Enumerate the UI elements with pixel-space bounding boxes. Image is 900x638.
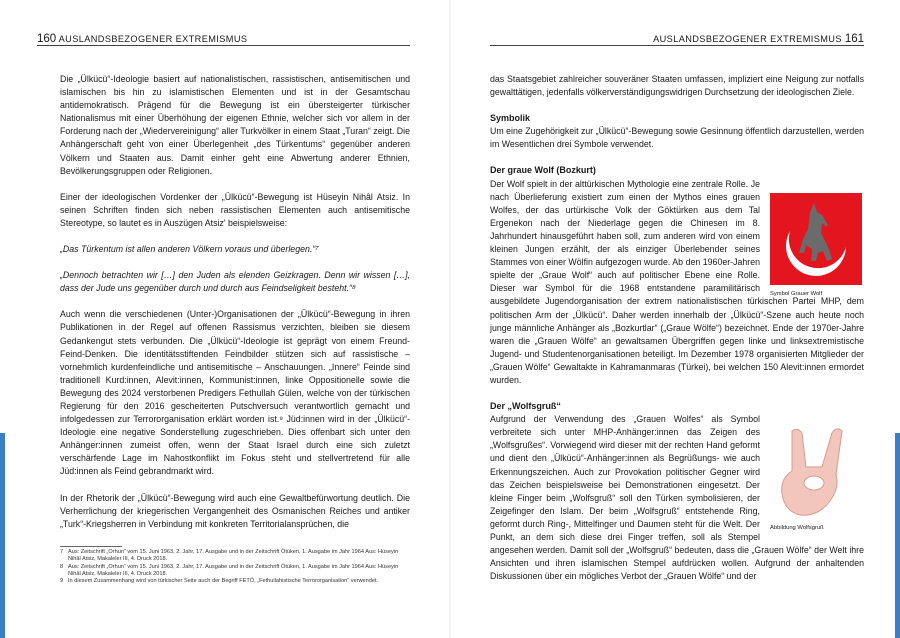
footnote: 9 In diesem Zusammenhang wird von türkischer Seite auch der Begriff FETÖ, „Fethullahistische Terrororganisation“ verwendet. (60, 578, 379, 585)
paragraph: In der Rhetorik der „Ülkücü“-Bewegung wird auch eine Gewaltbefürwortung deutlich. Die Verherrlichung der kriegerischen Vergangenheit des Osmanischen Reiches und antiker „Turk“-Kriegsherren in Verbindung mit konkreten Territorialansprüchen, die (60, 492, 410, 529)
right-page-number: 161 (844, 33, 864, 45)
left-edge-marker (0, 433, 5, 638)
right-edge-marker (895, 433, 900, 638)
footnote: 7 Aus: Zeitschrift „Orhun“ vom 15. Juni 1963, 2. Jahr, 17. Ausgabe und in der Zeitschrift Ötüken, 1. Ausgabe im Jahr 1964 Aus: Hüseyin Nihâl Atsiz, Makaleler III, 4. Druck 2018. (60, 549, 399, 563)
footnotes (60, 546, 410, 585)
quote: „Dennoch betrachten wir […] den Juden als elenden Geizkragen. Denn wir wissen […], dass der Jude uns gegenüber durch und durch aus Feindseligkeit besteht.“⁸ (60, 270, 410, 294)
grey-wolf-symbol-image (770, 193, 862, 285)
left-header-title: AUSLANDSBEZOGENER EXTREMISMUS (58, 34, 248, 44)
section-heading: Symbolik (490, 113, 531, 124)
paragraph: Aufgrund der Verwendung des „Grauen Wolfes“ als Symbol verbreitete sich unter MHP-Anhänger:innen das Zeigen des „Wolfsgrußes“. Vorwiegend wird dieser mit der rechten Hand geformt und dient den „Ülkücü“-Anhänger:innen als Begrüßungs- wie auch Erkennungszeichen. Auch zur Provokation politischer Gegner wird das Zeichen beispielsweise bei Demonstrationen eingesetzt. Der kleine Finger beim „Wolfsgruß“ soll den Türken symbolisieren, der Zeigefinger den Islam. Der beim „Wolfsgruß“ entstehende Ring, geformt durch Ring-, Mittelfinger und Daumen steht für die Welt. Der Punkt, an dem sich diese drei Finger treffen, soll als Stempel angesehen werden. Damit soll der „Wolfsgruß“ bedeuten, dass die „Grauen Wölfe“ der Welt ihre Ansichten und ihren islamischen Stempel aufdrücken wollen. Aufgrund der anhaltenden Diskussionen über ein mögliches Verbot der „Grauen Wölfe“ und der (490, 414, 864, 582)
left-page-number: 160 (37, 33, 57, 45)
quote: „Das Türkentum ist allen anderen Völkern voraus und überlegen.“⁷ (60, 244, 319, 255)
footnote: 8 Aus: Zeitschrift „Orhun“ vom 15. Juni 1963, 2. Jahr, 17. Ausgabe und in der Zeitschrift Ötüken, 1. Ausgabe im Jahr 1964 Aus: Hüseyin Nihâl Atsiz, Makaleler III, 4. Druck 2018. (60, 563, 399, 577)
wolf-salute-image (770, 423, 862, 521)
left-running-header (37, 33, 247, 45)
right-header-rule (490, 45, 864, 46)
right-running-header (653, 33, 864, 45)
figure-caption: Abbildung Wolfsgruß (770, 525, 824, 531)
figure-caption: Symbol Grauer Wolf (770, 291, 823, 297)
section-heading: Der „Wolfsgruß“ (490, 401, 561, 412)
paragraph: Die „Ülkücü“-Ideologie basiert auf nationalistischen, rassistischen, antisemitischen und islamischen bis hin zu islamistischen Elementen und ist in der Gesamtschau antidemokratisch. Prägend für die Bewegung ist ein übersteigerter türkischer Nationalismus mit einer Überhöhung der eigenen Ethnie, welcher sich vor allem in der Forderung nach der „Wiedervereinigung“ aller Turkvölker in einem Staat „Turan“ zeigt. Die Anhängerschaft geht von einer Überlegenheit „des Türkentums“ gegenüber anderen Völkern und Staaten aus. Damit einher geht eine Abwertung anderer Ethnien, Bevölkerungsgruppen oder Religionen. (60, 74, 410, 176)
section-heading: Der graue Wolf (Bozkurt) (490, 165, 596, 176)
footnote-rule (60, 546, 122, 547)
paragraph: Auch wenn die verschiedenen (Unter-)Organisationen der „Ülkücü“-Bewegung in ihren Publikationen in der Regel auf offenen Rassismus verzichten, bleiben sie diesem Gedankengut stets verbunden. Die „Ülkücü“-Ideologie ist geprägt von einem Freund-Feind-Denken. Die identitätsstiftenden Feindbilder stützen sich auf rassistische – vornehmlich kurdenfeindliche und antisemitische – Anschauungen. „Innere“ Feinde sind traditionell Kurd:innen, Alevit:innen, Kommunist:innen, linke Oppositionelle sowie die Bewegung des 2024 verstorbenen Predigers Fethullah Gülen, welche von der türkischen Regierung für den 2016 gescheiterten Putschversuch verantwortlich gemacht und infolgedessen zur Terrororganisation erklärt worden ist.⁹ Jüd:innen wird in der „Ülkücü“-Ideologie eine negative Sonderstellung zugeschrieben. Dies offenbart sich unter den Anhänger:innen zumeist offen, wenn der Staat Israel durch eine sich zuletzt verschärfende Lage im Nahostkonflikt im Fokus steht und stellvertretend für alle Jüd:innen als Feind gebrandmarkt wird. (60, 309, 410, 477)
left-header-rule (37, 45, 410, 46)
right-page (450, 0, 900, 638)
left-body (60, 73, 410, 544)
paragraph: Der Wolf spielt in der alttürkischen Mythologie eine zentrale Rolle. Je nach Überlieferung existiert zum einen der Mythos eines grauen Wolfes, der das urtürkische Volk der Göktürken aus dem Tal Ergenekon nach der Niederlage gegen die Chinesen im 8. Jahrhundert hinausgeführt haben soll, zum anderen wird von einem kleinen Jungen erzählt, der als einziger Überlebender seines Stammes von einer Wölfin aufgezogen wurde. Ab den 1960er-Jahren spielte der „Graue Wolf“ auch auf politischer Ebene eine Rolle. Dieser war Symbol für die 1968 entstandene paramilitärisch ausgebildete Jugendorganisation der extrem nationalistischen türkischen Partei MHP, dem politischen Arm der „Ülkücü“. Daher werden innerhalb der „Ülkücü“-Szene auch heute noch junge männliche Anhänger als „Bozkurtlar“ („Graue Wölfe“) bezeichnet. Ende der 1970er-Jahre waren die „Grauen Wölfe“ an gewaltsamen Übergriffen gegen linke und linksextremistische Jugend- und Studentenorganisationen beteiligt. Im Dezember 1978 organisierten Mitglieder der „Grauen Wölfe“ Gewaltakte in Kahramanmaras (Türkei), bei welchen 150 Alevit:innen ermordet wurden. (490, 178, 864, 385)
paragraph: Um eine Zugehörigkeit zur „Ülkücü“-Bewegung sowie Gesinnung öffentlich darzustellen, werden im Wesentlichen drei Symbole verwendet. (490, 126, 864, 150)
right-header-title: AUSLANDSBEZOGENER EXTREMISMUS (653, 34, 842, 44)
paragraph: Einer der ideologischen Vordenker der „Ülkücü“-Bewegung ist Hüseyin Nihâl Atsiz. In seinen Schriften finden sich neben rassistischen Elementen auch antisemitische Stereotype, so lautet es in Auszügen Atsiz' beispielsweise: (60, 191, 410, 228)
paragraph: das Staatsgebiet zahlreicher souveräner Staaten umfassen, impliziert eine Neigung zur notfalls gewalttätigen, jedenfalls völkerverständigungswidrigen Durchsetzung der ideologischen Ziele. (490, 74, 864, 98)
